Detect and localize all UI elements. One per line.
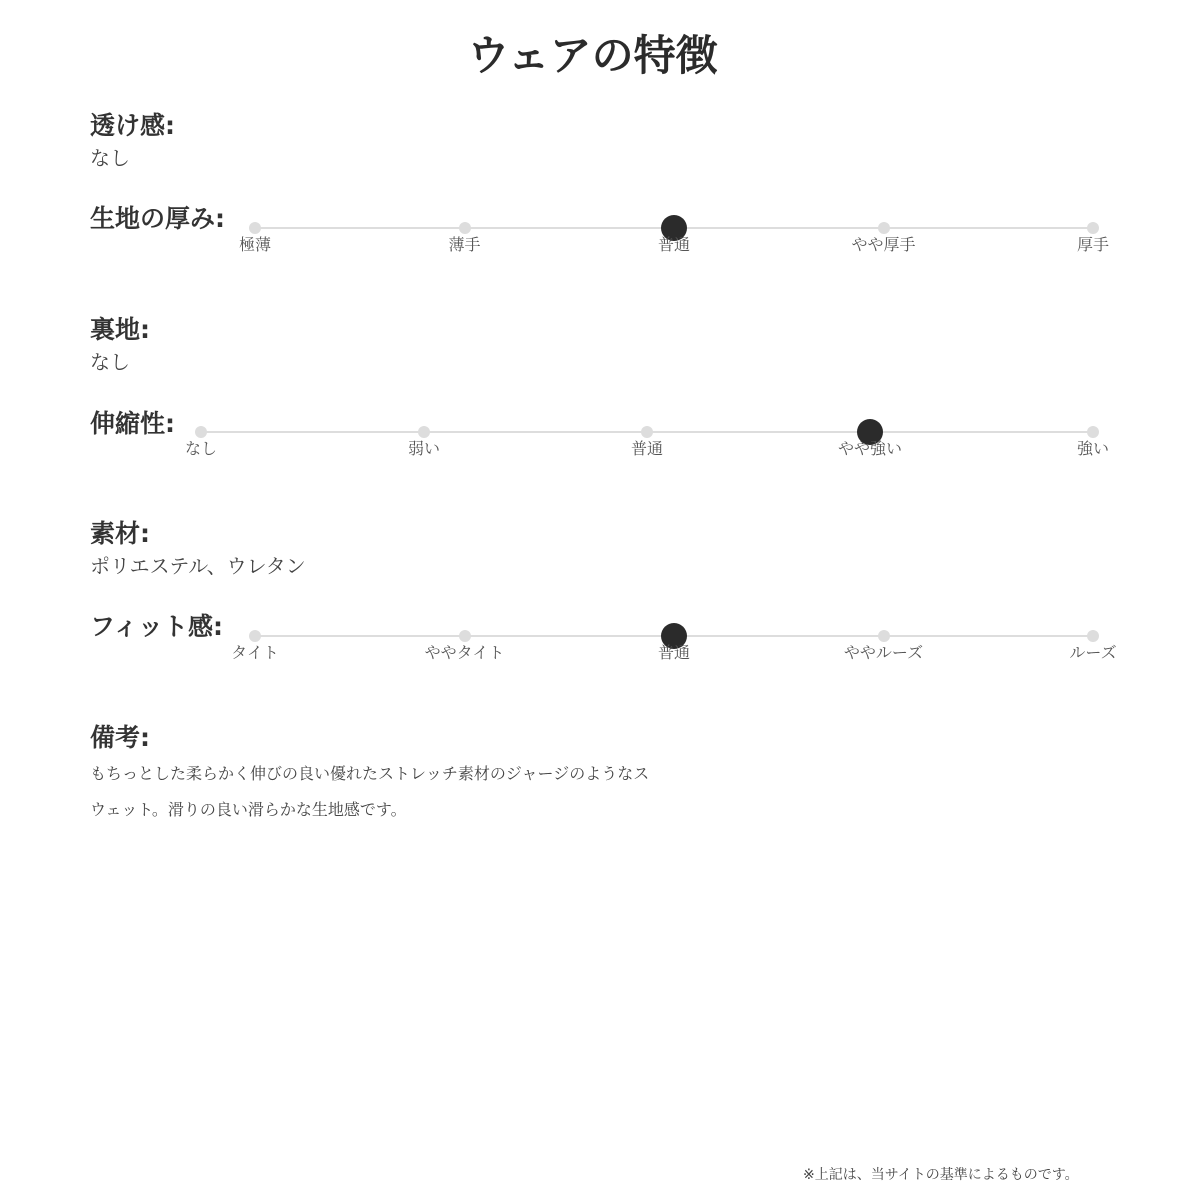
remarks-line-1: もちっとした柔らかく伸びの良い優れたストレッチ素材のジャージのようなス — [90, 764, 650, 783]
stretch-tick-label: なし — [184, 439, 217, 458]
thickness-dot-5 — [1087, 222, 1099, 234]
fit-tick-label: 普通 — [657, 643, 690, 662]
fit-dot-1 — [249, 630, 261, 642]
thickness-label: 生地の厚み: — [90, 204, 225, 233]
thickness-dot-4 — [878, 222, 890, 234]
material-label: 素材: — [90, 519, 150, 548]
thickness-tick-label: やや厚手 — [851, 235, 916, 254]
thickness-dot-2 — [459, 222, 471, 234]
stretch-tick-label: 普通 — [630, 439, 663, 458]
material-value: ポリエステル、ウレタン — [90, 554, 306, 578]
lining-label: 裏地: — [90, 315, 150, 344]
thickness-tick-label: 厚手 — [1076, 235, 1109, 254]
lining-value: なし — [90, 350, 130, 374]
stretch-dot-2 — [418, 426, 430, 438]
fit-tick-label: タイト — [231, 643, 279, 662]
stretch-tick-label: 強い — [1076, 439, 1109, 458]
thickness-tick-label: 極薄 — [238, 235, 271, 254]
thickness-scale — [238, 221, 1109, 271]
page-title: ウェアの特徴 — [467, 31, 718, 80]
transparency-label: 透け感: — [90, 111, 175, 140]
thickness-tick-label: 薄手 — [448, 235, 481, 254]
fit-label: フィット感: — [90, 612, 223, 641]
fit-dot-2 — [459, 630, 471, 642]
fit-dot-5 — [1087, 630, 1099, 642]
fit-tick-label: ルーズ — [1069, 643, 1117, 662]
stretch-dot-5 — [1087, 426, 1099, 438]
stretch-tick-label: 弱い — [407, 439, 440, 458]
thickness-tick-label: 普通 — [657, 235, 690, 254]
stretch-label: 伸縮性: — [90, 409, 175, 438]
stretch-dot-3 — [641, 426, 653, 438]
footnote: ※上記は、当サイトの基準によるものです。 — [803, 1167, 1079, 1183]
remarks-line-2: ウェット。滑りの良い滑らかな生地感です。 — [90, 800, 407, 819]
stretch-scale — [184, 425, 1109, 475]
fit-tick-label: ややルーズ — [843, 643, 924, 662]
fit-dot-4 — [878, 630, 890, 642]
fit-scale — [231, 629, 1117, 679]
stretch-dot-1 — [195, 426, 207, 438]
stretch-tick-label: やや強い — [837, 439, 902, 458]
fit-tick-label: ややタイト — [424, 643, 505, 662]
transparency-value: なし — [90, 146, 130, 170]
remarks-label: 備考: — [90, 723, 150, 752]
thickness-dot-1 — [249, 222, 261, 234]
